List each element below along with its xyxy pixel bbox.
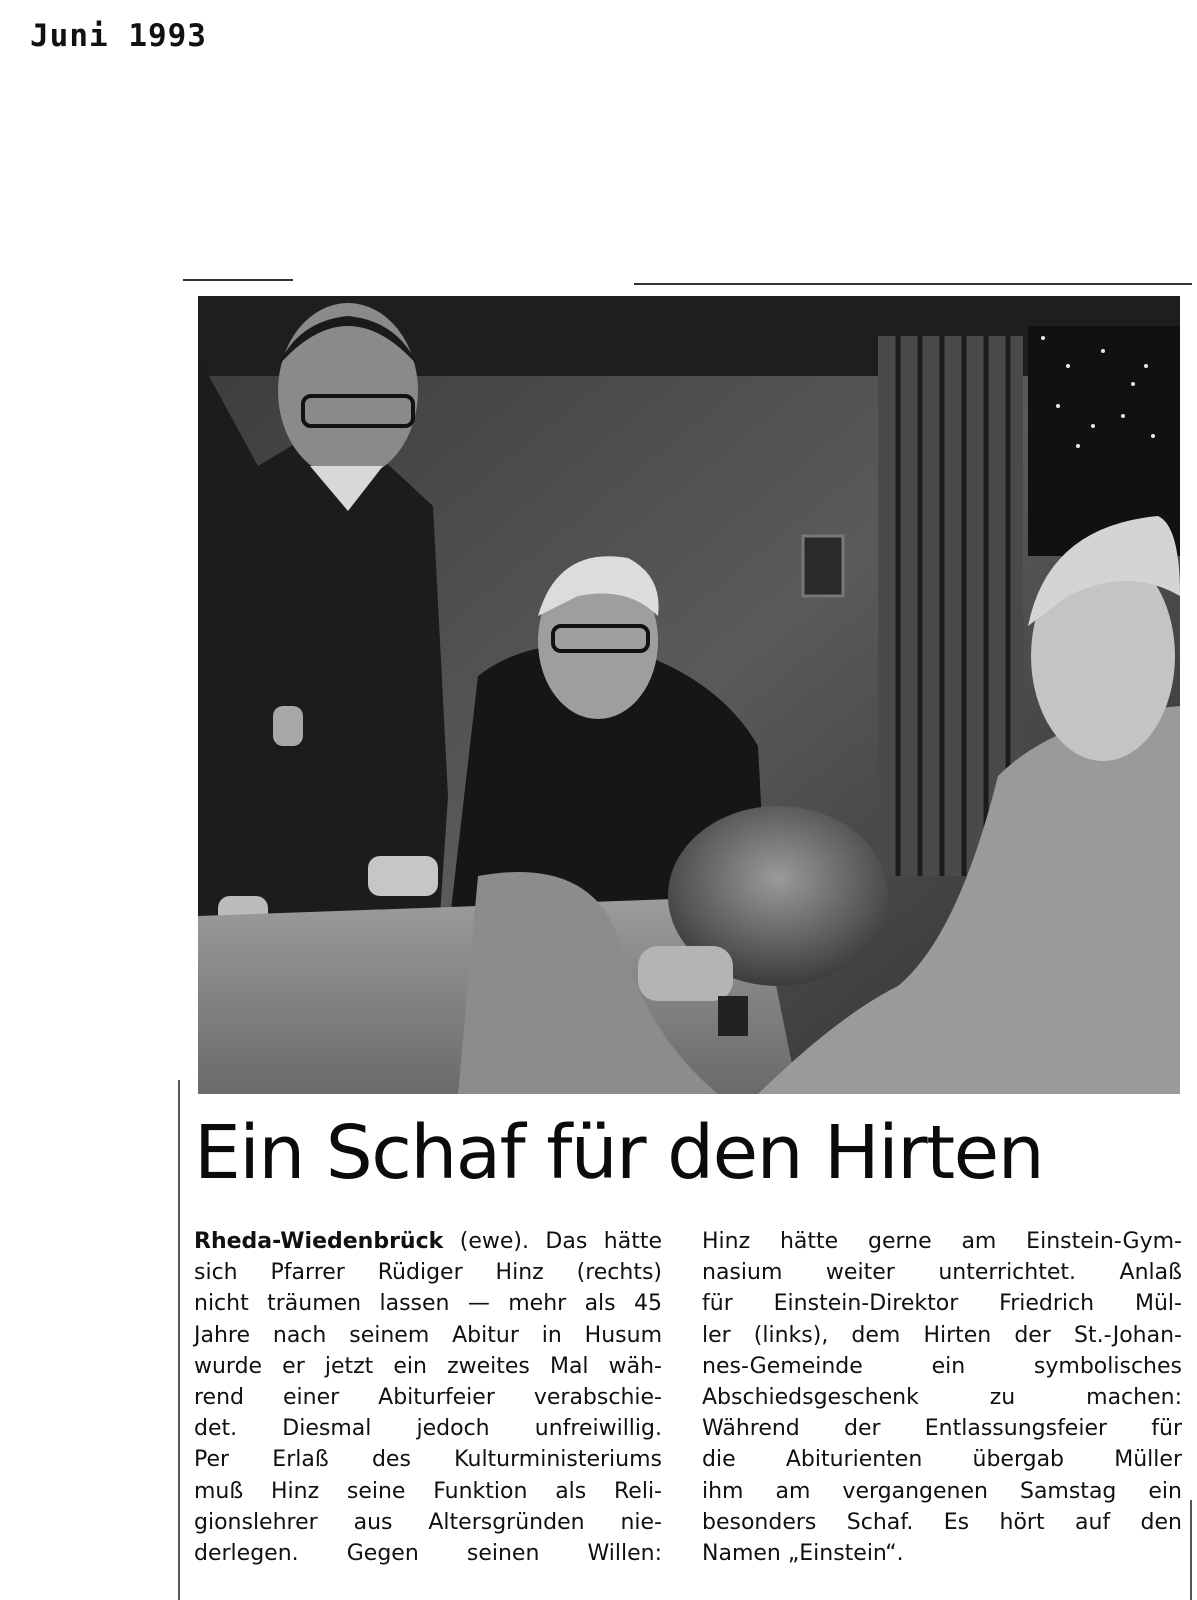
text-line: besonders Schaf. Es hört auf den bbox=[702, 1509, 1182, 1535]
text-line: nasium weiter unterrichtet. Anlaß bbox=[702, 1260, 1182, 1286]
text-line: det. Diesmal jedoch unfreiwillig. bbox=[194, 1416, 662, 1442]
text-line: Während der Entlassungsfeier für bbox=[702, 1416, 1182, 1442]
article-photo bbox=[198, 296, 1180, 1094]
text-line: gionslehrer aus Altersgründen nie- bbox=[194, 1509, 662, 1535]
text-line: ihm am vergangenen Samstag ein bbox=[702, 1478, 1182, 1504]
text-line: muß Hinz seine Funktion als Reli- bbox=[194, 1478, 662, 1504]
text-line: Jahre nach seinem Abitur in Husum bbox=[194, 1322, 662, 1348]
text-line: Hinz hätte gerne am Einstein-Gym- bbox=[702, 1229, 1182, 1254]
article-column-right bbox=[702, 1226, 1182, 1569]
article-headline: Ein Schaf für den Hirten bbox=[194, 1110, 1044, 1196]
text-line-fragment: (ewe). Das hätte bbox=[443, 1229, 662, 1254]
text-line: für Einstein-Direktor Friedrich Mül- bbox=[702, 1291, 1182, 1317]
dateline: Rheda-Wiedenbrück bbox=[194, 1229, 444, 1254]
text-line: Namen „Einstein“. bbox=[702, 1541, 904, 1567]
top-rule-left bbox=[183, 279, 293, 281]
text-line bbox=[194, 1226, 662, 1257]
text-line: die Abiturienten übergab Müller bbox=[702, 1447, 1182, 1473]
text-line: nicht träumen lassen — mehr als 45 bbox=[194, 1291, 662, 1317]
page-edge-line bbox=[1190, 1500, 1192, 1600]
top-rule-right bbox=[634, 283, 1192, 285]
text-line: ler (links), dem Hirten der St.-Johan- bbox=[702, 1322, 1182, 1348]
text-line: Abschiedsgeschenk zu machen: bbox=[702, 1385, 1182, 1411]
text-line: derlegen. Gegen seinen Willen: bbox=[194, 1541, 662, 1567]
text-line: wurde er jetzt ein zweites Mal wäh- bbox=[194, 1353, 662, 1379]
text-line: rend einer Abiturfeier verabschie- bbox=[194, 1385, 662, 1411]
column-border-line bbox=[178, 1080, 180, 1600]
text-line: Per Erlaß des Kulturministeriums bbox=[194, 1447, 662, 1473]
article-column-left bbox=[194, 1226, 662, 1569]
text-line: sich Pfarrer Rüdiger Hinz (rechts) bbox=[194, 1260, 662, 1286]
photo-illustration bbox=[198, 296, 1180, 1094]
date-stamp: Juni 1993 bbox=[30, 18, 207, 54]
text-line: nes-Gemeinde ein symbolisches bbox=[702, 1353, 1182, 1379]
